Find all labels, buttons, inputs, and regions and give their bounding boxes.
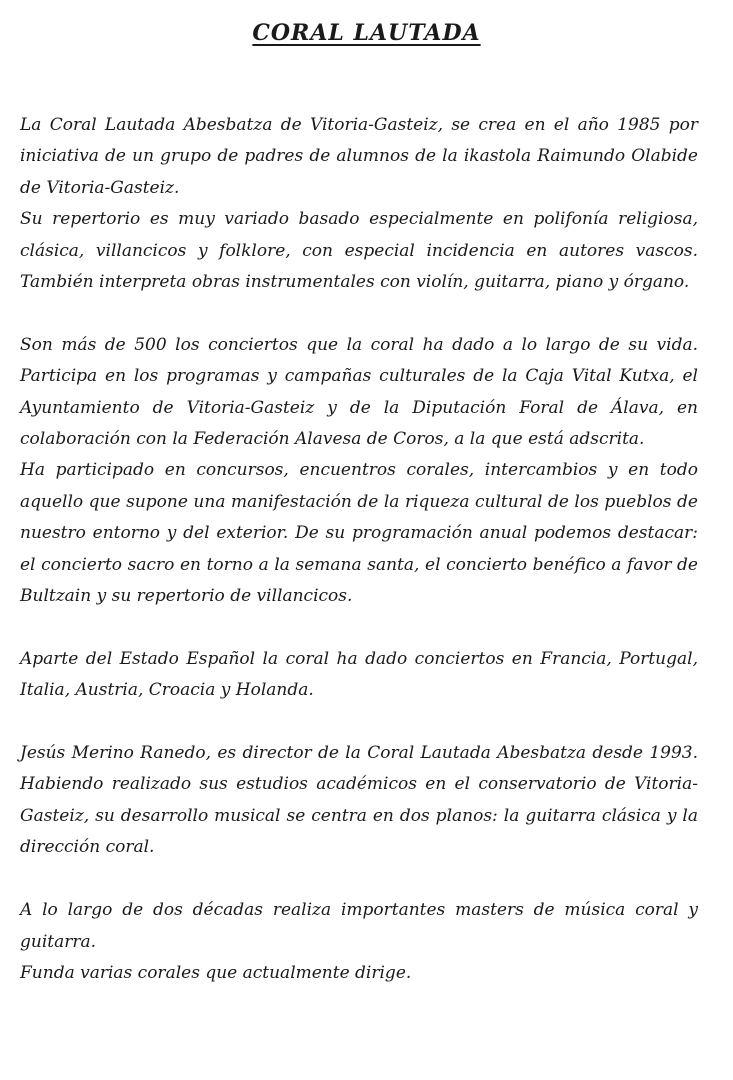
paragraph-participation: Ha participado en concursos, encuentros corales, intercambios y en todo aquello que supone una manifestación de la riqueza cultural de los pueblos de nuestro entorno y del exterior. De su programación anual podemos destacar: el concierto sacro en torno a la semana santa, el concierto benéfico a favor de Bultzain y su repertorio de villancicos. xyxy=(20,460,698,607)
paragraph-masters: A lo largo de dos décadas realiza importantes masters de música coral y guitarra. xyxy=(20,900,698,952)
paragraph-spacer xyxy=(20,707,698,738)
paragraph-concerts: Son más de 500 los conciertos que la coral ha dado a lo largo de su vida. Participa en los programas y campañas culturales de la Caja Vital Kutxa, el Ayuntamiento de Vitoria-Gasteiz y de la Diputación Foral de Álava, en colaboración con la Federación Alavesa de Coros, a la que está adscrita. xyxy=(20,334,698,450)
paragraph-director: Jesús Merino Ranedo, es director de la Coral Lautada Abesbatza desde 1993. Habiendo realizado sus estudios académicos en el conservatorio de Vitoria-Gasteiz, su desarrollo musical se centra en dos planos: la guitarra clásica y la dirección coral. xyxy=(20,743,698,858)
document-title: CORAL LAUTADA xyxy=(252,20,481,46)
paragraph-founds-choirs: Funda varias corales que actualmente dirige. xyxy=(20,962,412,983)
paragraph-founding: La Coral Lautada Abesbatza de Vitoria-Gasteiz, se crea en el año 1985 por iniciativa de un grupo de padres de alumnos de la ikastola Raimundo Olabide de Vitoria-Gasteiz. xyxy=(20,115,698,198)
paragraph-international: Aparte del Estado Español la coral ha dado conciertos en Francia, Portugal, Italia, Austria, Croacia y Holanda. xyxy=(20,648,698,701)
paragraph-repertoire: Su repertorio es muy variado basado especialmente en polifonía religiosa, clásica, villancicos y folklore, con especial incidencia en autores vascos. También interpreta obras instrumentales con violín, guitarra, piano y órgano. xyxy=(20,209,698,293)
paragraph-spacer xyxy=(20,298,698,329)
document-body xyxy=(20,110,698,989)
paragraph-spacer xyxy=(20,612,698,643)
paragraph-spacer xyxy=(20,864,698,895)
